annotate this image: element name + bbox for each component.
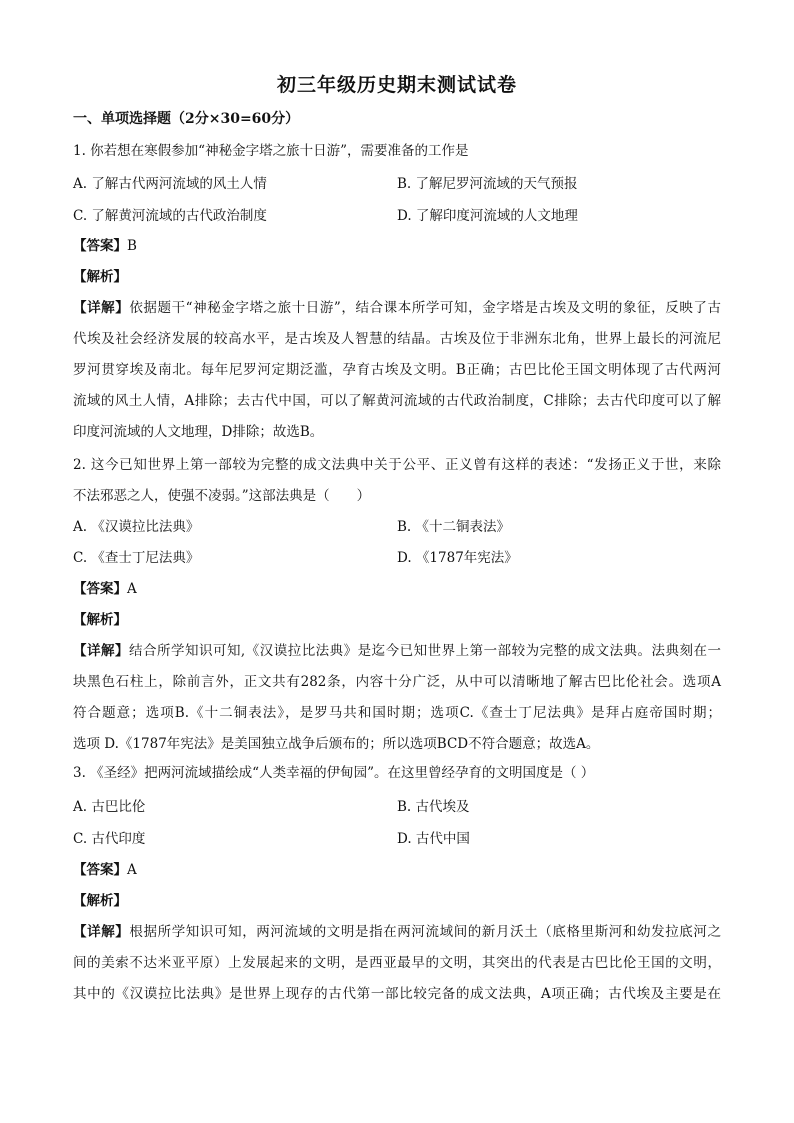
question-1-analysis-label: 【解析】	[73, 269, 127, 285]
question-3-option-b: B. 古代埃及	[397, 799, 470, 815]
question-1-option-b: B. 了解尼罗河流域的天气预报	[397, 176, 578, 192]
question-3-detail-line: 其中的《汉谟拉比法典》是世界上现存的古代第一部比较完备的成文法典，A项正确；古代埃及主要是在	[73, 986, 721, 1002]
question-3-option-a: A. 古巴比伦	[73, 799, 146, 815]
section-heading: 一、单项选择题（2分×30=60分）	[73, 111, 300, 127]
question-2-option-a: A. 《汉谟拉比法典》	[73, 519, 200, 535]
question-2-detail-line: 选项 D.《1787年宪法》是美国独立战争后颁布的；所以选项BCD不符合题意；故选A。	[73, 736, 600, 752]
question-1-detail-line: 【详解】依据题干“神秘金字塔之旅十日游”，结合课本所学可知，金字塔是古埃及文明的象征，反映了古	[73, 300, 721, 316]
question-1-option-c: C. 了解黄河流域的古代政治制度	[73, 208, 267, 224]
question-2-stem-line: 不法邪恶之人，使强不凌弱。”这部法典是（ ）	[73, 488, 371, 504]
question-2-detail-line: 【详解】结合所学知识可知,《汉谟拉比法典》是迄今已知世界上第一部较为完整的成文法典。法典刻在一	[73, 643, 722, 659]
question-2-answer: 【答案】A	[73, 581, 137, 597]
question-3-option-c: C. 古代印度	[73, 831, 146, 847]
question-1-detail-line: 代埃及社会经济发展的较高水平，是古埃及人智慧的结晶。古埃及位于非洲东北角，世界上最长的河流尼	[73, 331, 721, 347]
question-1-option-a: A. 了解古代两河流域的风土人情	[73, 176, 267, 192]
answer-value: B	[127, 238, 137, 254]
question-2-option-b: B. 《十二铜表法》	[397, 519, 511, 535]
question-2-option-c: C. 《查士丁尼法典》	[73, 550, 200, 566]
question-2-detail-line: 符合题意；选项B.《十二铜表法》，是罗马共和国时期；选项C.《查士丁尼法典》是拜占庭帝国时期；	[73, 705, 721, 721]
answer-label: 【答案】	[73, 238, 127, 254]
page-title: 初三年级历史期末测试试卷	[276, 74, 517, 96]
question-3-analysis-label: 【解析】	[73, 893, 127, 909]
question-2-analysis-label: 【解析】	[73, 612, 127, 628]
question-3-option-d: D. 古代中国	[397, 831, 470, 847]
question-2-option-d: D. 《1787年宪法》	[397, 550, 518, 566]
question-1-answer	[73, 234, 137, 254]
question-2-detail-line: 块黑色石柱上，除前言外，正文共有282条，内容十分广泛，从中可以清晰地了解古巴比伦社会。选项A	[73, 674, 721, 690]
question-2-stem-line: 2. 这今已知世界上第一部较为完整的成文法典中关于公平、正义曾有这样的表述：“发扬正义于世，来除	[73, 457, 721, 473]
question-1-stem: 1. 你若想在寒假参加“神秘金字塔之旅十日游”，需要准备的工作是	[73, 143, 469, 159]
question-3-stem: 3. 《圣经》把两河流域描绘成“人类幸福的伊甸园”。在这里曾经孕育的文明国度是（ ）	[73, 765, 595, 781]
question-1-detail-line: 印度河流域的人文地理，D排除；故选B。	[73, 424, 324, 440]
question-3-detail-line: 【详解】根据所学知识可知，两河流域的文明是指在两河流域间的新月沃土（底格里斯河和幼发拉底河之	[73, 924, 722, 940]
question-1-detail-line: 罗河贯穿埃及南北。每年尼罗河定期泛滥，孕育古埃及文明。B正确；古巴比伦王国文明体现了古代两河	[73, 362, 721, 378]
question-1-option-d: D. 了解印度河流域的人文地理	[397, 208, 578, 224]
question-1-detail-line: 流域的风土人情，A排除；去古代中国，可以了解黄河流域的古代政治制度，C排除；去古代印度可以了解	[73, 393, 721, 409]
question-3-answer: 【答案】A	[73, 862, 137, 878]
question-3-detail-line: 间的美索不达米亚平原）上发展起来的文明，是西亚最早的文明，其突出的代表是古巴比伦王国的文明，	[73, 955, 721, 971]
